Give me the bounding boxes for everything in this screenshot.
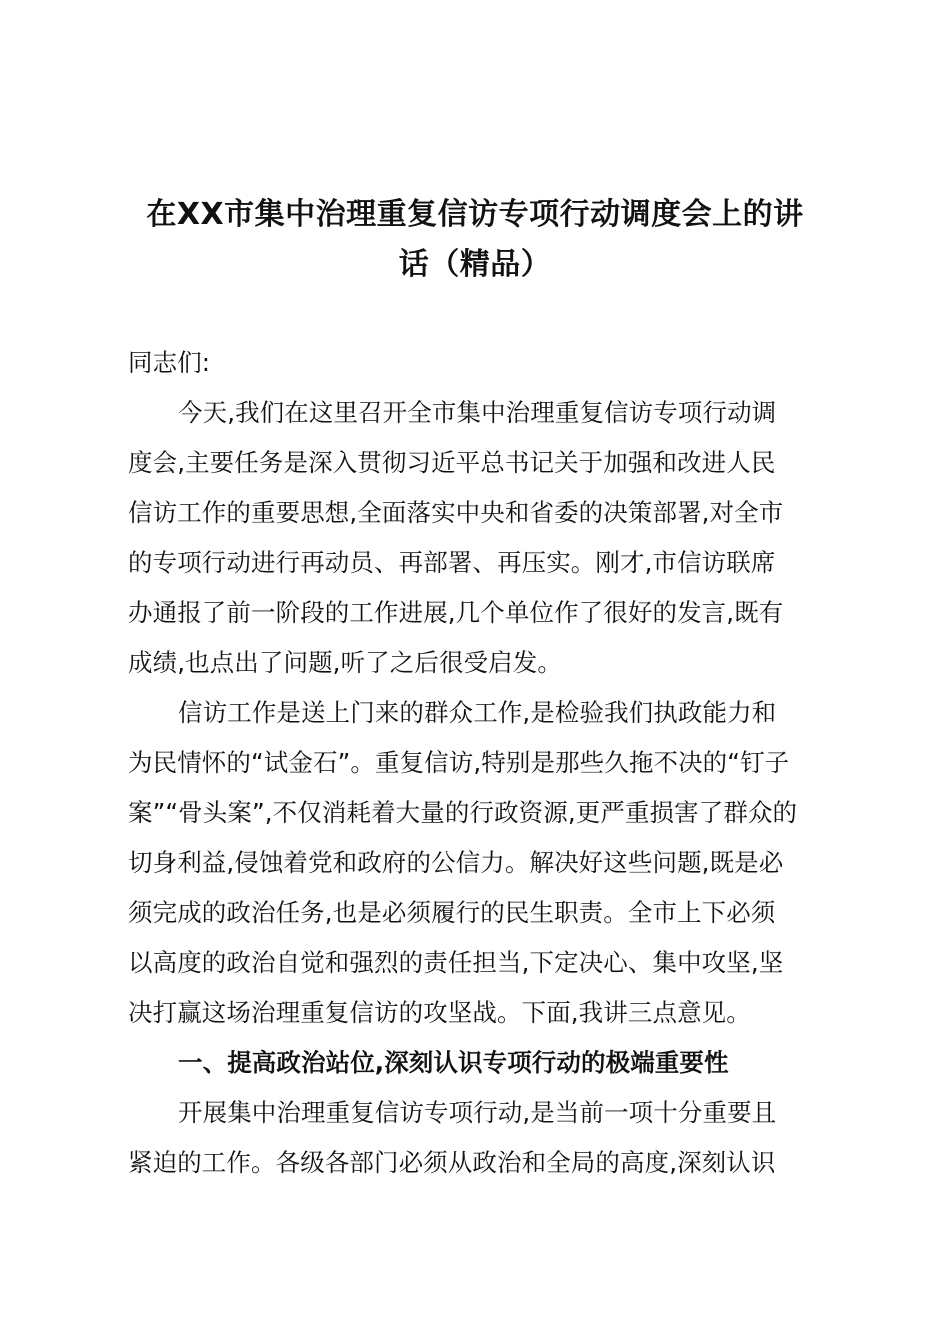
paragraph-line: 案”“骨头案”,不仅消耗着大量的行政资源,更严重损害了群众的	[128, 798, 798, 827]
paragraph-line: 信访工作是送上门来的群众工作,是检验我们执政能力和	[178, 698, 777, 727]
paragraph-line: 开展集中治理重复信访专项行动,是当前一项十分重要且	[178, 1098, 777, 1127]
paragraph-line: 须完成的政治任务,也是必须履行的民生职责。全市上下必须	[128, 898, 776, 927]
paragraph-line: 信访工作的重要思想,全面落实中央和省委的决策部署,对全市	[128, 498, 784, 527]
salutation: 同志们:	[128, 348, 211, 377]
paragraph-line: 为民情怀的“试金石”。重复信访,特别是那些久拖不决的“钉子	[128, 748, 790, 777]
section-heading-1: 一、提高政治站位,深刻认识专项行动的极端重要性	[178, 1048, 729, 1077]
paragraph-line: 紧迫的工作。各级各部门必须从政治和全局的高度,深刻认识	[128, 1148, 776, 1177]
paragraph-line: 决打赢这场治理重复信访的攻坚战。下面,我讲三点意见。	[128, 998, 751, 1027]
paragraph-line: 今天,我们在这里召开全市集中治理重复信访专项行动调	[178, 398, 777, 427]
paragraph-line: 成绩,也点出了问题,听了之后很受启发。	[128, 648, 562, 677]
document-title-line-2: 话（精品）	[398, 247, 552, 282]
document-title-line-1: 在XX市集中治理重复信访专项行动调度会上的讲	[146, 197, 804, 232]
paragraph-line: 切身利益,侵蚀着党和政府的公信力。解决好这些问题,既是必	[128, 848, 784, 877]
paragraph-line: 度会,主要任务是深入贯彻习近平总书记关于加强和改进人民	[128, 448, 776, 477]
paragraph-line: 的专项行动进行再动员、再部署、再压实。刚才,市信访联席	[128, 548, 776, 577]
paragraph-line: 以高度的政治自觉和强烈的责任担当,下定决心、集中攻坚,坚	[128, 948, 784, 977]
paragraph-line: 办通报了前一阶段的工作进展,几个单位作了很好的发言,既有	[128, 598, 784, 627]
